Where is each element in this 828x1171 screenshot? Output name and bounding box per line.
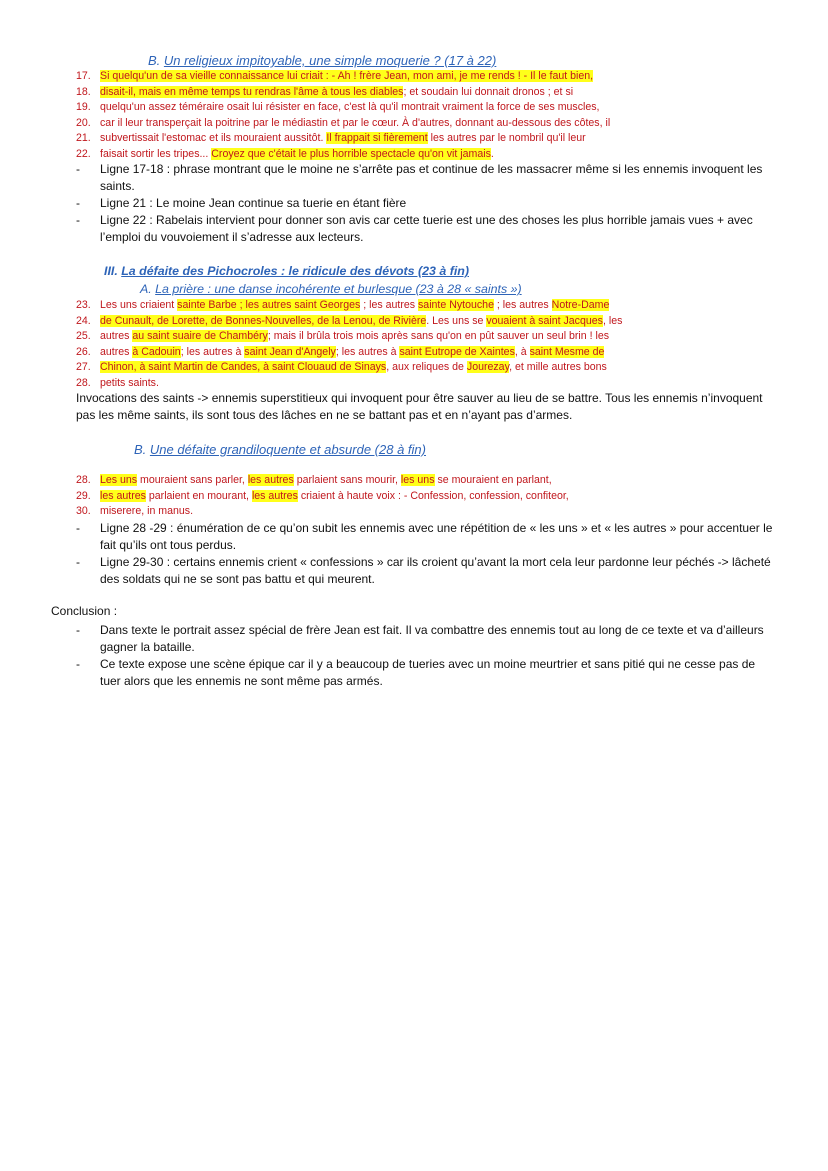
section-heading-iii-title: La défaite des Pichocroles : le ridicule des dévots (23 à fin) bbox=[121, 264, 469, 278]
bullet-dash: - bbox=[76, 162, 80, 176]
quote-text: . Les uns se bbox=[426, 314, 487, 327]
line-number: 30. bbox=[76, 505, 91, 518]
quote-line bbox=[76, 314, 796, 330]
quote-line bbox=[76, 85, 796, 101]
line-number: 24. bbox=[76, 314, 91, 327]
invocations-paragraph: Invocations des saints -> ennemis superstitieux qui invoquent pour être sauver au lieu de se battre. Tous les ennemis n’invoquent pas les même saints, ils sont tous des lâches en ne se battant pas et en n’ayant pas d’armes. bbox=[76, 391, 763, 422]
quote-text: , aux reliques de bbox=[386, 361, 467, 374]
highlighted-text: vouaient à saint Jacques bbox=[486, 314, 603, 327]
quote-line bbox=[76, 473, 796, 489]
quote-text: ; les autres à bbox=[180, 345, 245, 358]
line-number: 28. bbox=[76, 376, 91, 389]
line-number: 17. bbox=[76, 70, 91, 82]
highlighted-text: Les uns bbox=[100, 474, 138, 486]
highlighted-text: les uns bbox=[400, 474, 435, 486]
bullet-text: Ligne 28 -29 : énumération de ce qu’on subit les ennemis avec une répétition de « les uns » et « les autres » pour accentuer le fait qu’ils ont tous perdus. bbox=[100, 521, 773, 552]
quote-text: faisait sortir les tripes... bbox=[100, 147, 212, 160]
highlighted-text: sainte Nytouche bbox=[418, 299, 494, 311]
bullet-text: Ligne 17-18 : phrase montrant que le moine ne s’arrête pas et continue de les massacrer même si les ennemis invoquent les saints. bbox=[100, 162, 763, 193]
quote-text: , les bbox=[602, 314, 623, 327]
bullet-item bbox=[76, 212, 776, 246]
bullet-text: Ligne 29-30 : certains ennemis crient « confessions » car ils croient qu’avant la mort cela leur pardonne leur péchés -> lâcheté des soldats qui ne se sont pas battu et qui meurent. bbox=[100, 555, 771, 586]
quote-line-text bbox=[100, 345, 604, 361]
quote-text: subvertissait l'estomac et ils mouraient aussitôt. bbox=[100, 132, 327, 145]
bullet-text: Dans texte le portrait assez spécial de frère Jean est fait. Il va combattre des ennemis tout au long de ce texte et va d’ailleurs gagner la bataille. bbox=[100, 623, 764, 654]
quote-line bbox=[76, 69, 796, 85]
line-number: 28. bbox=[76, 474, 91, 486]
quote-text: Les uns criaient bbox=[100, 299, 178, 311]
section-heading-iii-prefix: III. bbox=[104, 264, 122, 278]
quote-line-text bbox=[100, 329, 609, 345]
highlighted-text: de Cunault, de Lorette, de Bonnes-Nouvelles, de la Lenou, de Rivière bbox=[100, 314, 427, 327]
bullet-item bbox=[76, 520, 776, 554]
section-heading-b1-prefix: B. bbox=[148, 53, 164, 68]
bullet-dash: - bbox=[76, 657, 80, 671]
quote-line-text bbox=[100, 298, 609, 314]
quote-text: petits saints. bbox=[100, 376, 159, 389]
quote-text: mouraient sans parler, bbox=[137, 474, 248, 486]
bullet-text: Ligne 22 : Rabelais intervient pour donner son avis car cette tuerie est une des choses les plus horrible jamais vues + avec l’emploi du vouvoiement il s’adresse aux lecteurs. bbox=[100, 213, 753, 244]
bullet-item bbox=[76, 554, 776, 588]
analysis-list-1 bbox=[76, 161, 776, 246]
section-heading-b2-prefix: B. bbox=[134, 442, 150, 457]
quote-text: criaient à haute voix : - Confession, confession, confiteor, bbox=[297, 489, 569, 502]
line-number: 22. bbox=[76, 147, 91, 160]
highlighted-text: Notre-Dame bbox=[551, 299, 610, 311]
highlighted-text: Jourezay bbox=[466, 361, 510, 374]
quote-line-text bbox=[100, 473, 552, 489]
quote-block-lines-28-30 bbox=[76, 473, 796, 520]
highlighted-text: disait-il, mais en même temps tu rendras l'âme à tous les diables bbox=[100, 85, 404, 98]
quote-text: ; mais il brûla trois mois après sans qu'on en pût sauver un seul brin ! les bbox=[267, 330, 610, 343]
line-number: 23. bbox=[76, 299, 91, 311]
quote-text: , à bbox=[514, 345, 530, 358]
quote-block-lines-23-28 bbox=[76, 298, 796, 392]
quote-line-text bbox=[100, 489, 569, 505]
quote-line bbox=[76, 100, 796, 116]
quote-line-text bbox=[100, 131, 586, 147]
section-heading-b1 bbox=[148, 53, 496, 68]
quote-text: quelqu'un assez téméraire osait lui résister en face, c'est là qu'il montrait vraiment la force de ses muscles, bbox=[100, 101, 600, 114]
quote-text: ; les autres bbox=[493, 299, 552, 311]
quote-text: se mouraient en parlant, bbox=[434, 474, 552, 486]
quote-text: . bbox=[490, 147, 494, 160]
line-number: 29. bbox=[76, 489, 91, 502]
highlighted-text: au saint suaire de Chambéry bbox=[132, 330, 268, 343]
bullet-dash: - bbox=[76, 555, 80, 569]
line-number: 26. bbox=[76, 345, 91, 358]
bullet-dash: - bbox=[76, 213, 80, 227]
highlighted-text: Si quelqu'un de sa vieille connaissance lui criait : - Ah ! frère Jean, mon ami, je me rends ! - Il le faut bien, bbox=[100, 70, 594, 82]
section-heading-b1-title: Un religieux impitoyable, une simple moquerie ? (17 à 22) bbox=[163, 53, 497, 68]
quote-line bbox=[76, 329, 796, 345]
section-heading-a-prefix: A. bbox=[140, 282, 156, 296]
line-number: 21. bbox=[76, 132, 91, 145]
section-heading-iii bbox=[104, 264, 469, 278]
quote-line-text bbox=[100, 504, 193, 520]
highlighted-text: les autres bbox=[100, 489, 146, 502]
quote-text: autres bbox=[100, 330, 133, 343]
section-heading-b2-title: Une défaite grandiloquente et absurde (28 à fin) bbox=[149, 442, 426, 457]
line-number: 20. bbox=[76, 116, 91, 129]
highlighted-text: saint Jean d'Angely bbox=[244, 345, 336, 358]
quote-block-lines-17-22 bbox=[76, 69, 796, 163]
highlighted-text: Il frappait si fièrement bbox=[326, 132, 428, 145]
section-heading-a bbox=[140, 282, 522, 296]
bullet-dash: - bbox=[76, 623, 80, 637]
quote-line-text bbox=[100, 314, 622, 330]
analysis-list-2 bbox=[76, 520, 776, 588]
line-number: 18. bbox=[76, 85, 91, 98]
quote-line bbox=[76, 504, 796, 520]
bullet-dash: - bbox=[76, 196, 80, 210]
quote-text: miserere, in manus. bbox=[100, 505, 194, 518]
quote-text: , et mille autres bons bbox=[509, 361, 607, 374]
quote-text: ; les autres à bbox=[335, 345, 400, 358]
bullet-item bbox=[76, 622, 776, 656]
quote-line bbox=[76, 360, 796, 376]
quote-line-text bbox=[100, 85, 573, 101]
highlighted-text: Croyez que c'était le plus horrible spectacle qu'on vit jamais bbox=[211, 147, 491, 160]
highlighted-text: saint Eutrope de Xaintes bbox=[399, 345, 515, 358]
highlighted-text: à Cadouin bbox=[132, 345, 181, 358]
quote-line-text bbox=[100, 116, 610, 132]
bullet-dash: - bbox=[76, 521, 80, 535]
highlighted-text: sainte Barbe ; les autres saint Georges bbox=[177, 299, 361, 311]
quote-line bbox=[76, 345, 796, 361]
conclusion-list bbox=[76, 622, 776, 690]
line-number: 27. bbox=[76, 361, 91, 374]
line-number: 25. bbox=[76, 330, 91, 343]
quote-line bbox=[76, 298, 796, 314]
quote-line bbox=[76, 489, 796, 505]
quote-text: parlaient en mourant, bbox=[145, 489, 252, 502]
bullet-item bbox=[76, 656, 776, 690]
bullet-item bbox=[76, 195, 776, 212]
quote-text: les autres par le nombril qu'il leur bbox=[427, 132, 586, 145]
quote-text: ; les autres bbox=[360, 299, 418, 311]
conclusion-title: Conclusion : bbox=[51, 604, 118, 618]
highlighted-text: Chinon, à saint Martin de Candes, à saint Clouaud de Sinays bbox=[100, 361, 387, 374]
highlighted-text: les autres bbox=[247, 474, 294, 486]
line-number: 19. bbox=[76, 101, 91, 114]
quote-line bbox=[76, 131, 796, 147]
quote-text: car il leur transperçait la poitrine par le médiastin et par le cœur. À d'autres, donnant au-dessous des côtes, il bbox=[100, 116, 611, 129]
highlighted-text: les autres bbox=[251, 489, 298, 502]
quote-line bbox=[76, 116, 796, 132]
quote-text: autres bbox=[100, 345, 133, 358]
section-heading-b2 bbox=[134, 442, 426, 457]
quote-line-text bbox=[100, 100, 600, 116]
quote-line-text bbox=[100, 360, 607, 376]
quote-line-text bbox=[100, 69, 593, 85]
quote-text: ; et soudain lui donnait dronos ; et si bbox=[403, 85, 574, 98]
highlighted-text: saint Mesme de bbox=[529, 345, 605, 358]
quote-text: parlaient sans mourir, bbox=[293, 474, 401, 486]
bullet-text: Ce texte expose une scène épique car il y a beaucoup de tueries avec un moine meurtrier et sans pitié qui ne cesse pas de tuer alors que les ennemis ne sont même pas armés. bbox=[100, 657, 756, 688]
bullet-item bbox=[76, 161, 776, 195]
section-heading-a-title: La prière : une danse incohérente et burlesque (23 à 28 « saints ») bbox=[155, 282, 522, 296]
bullet-text: Ligne 21 : Le moine Jean continue sa tuerie en étant fière bbox=[100, 196, 407, 210]
